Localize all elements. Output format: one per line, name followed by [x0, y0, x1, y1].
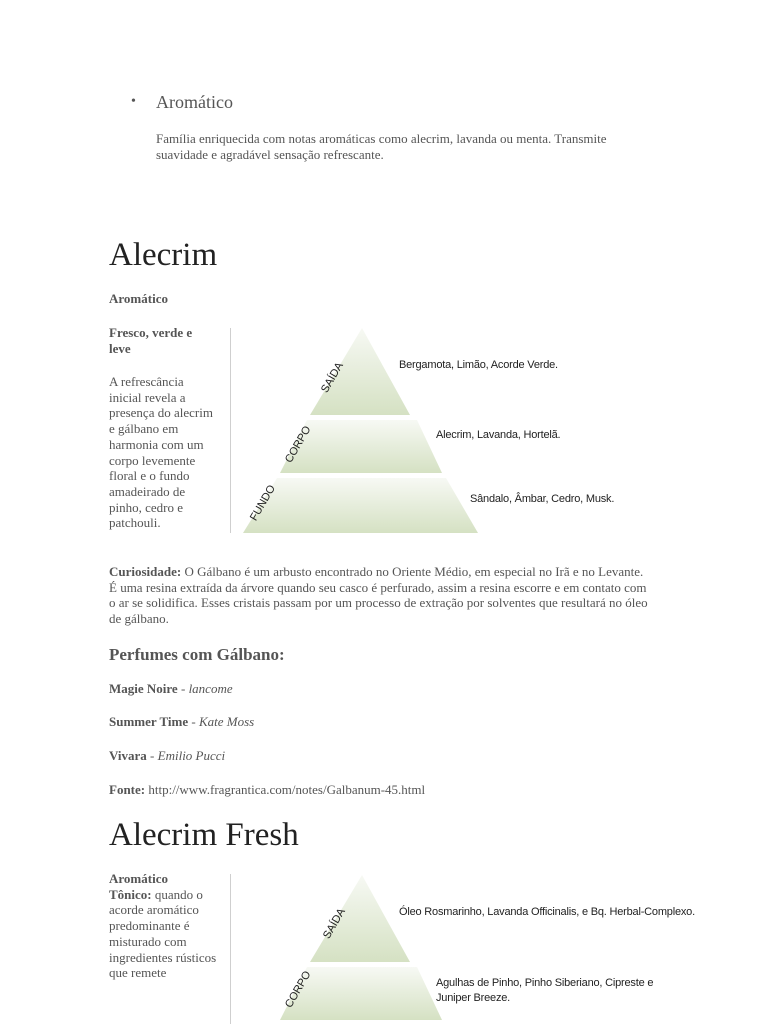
- pyramid-base-tier: [243, 478, 478, 533]
- perfume-brand: lancome: [188, 681, 233, 696]
- intro-title: Aromático: [156, 92, 233, 112]
- curiosity-paragraph: [109, 564, 654, 627]
- section1-description: A refrescância inicial revela a presença do alecrim e gálbano em harmonia com um corpo levemente floral e o fundo amadeirado de pinho, cedro e patchouli.: [109, 374, 213, 531]
- pyramid-top-tier: [310, 875, 410, 962]
- pyramid1-base-notes: Sândalo, Âmbar, Cedro, Musk.: [470, 493, 615, 505]
- curiosity-label: Curiosidade:: [109, 564, 182, 579]
- bullet-marker: •: [131, 94, 136, 109]
- source-url[interactable]: http://www.fragrantica.com/notes/Galbanum-45.html: [145, 782, 426, 797]
- pyramid1-mid-notes: Alecrim, Lavanda, Hortelã.: [436, 429, 561, 441]
- section1-tagline: Fresco, verde e leve: [109, 325, 193, 356]
- divider-line: [230, 874, 231, 1024]
- perfume-separator: -: [188, 714, 199, 729]
- pyramid2-mid-notes: [436, 976, 653, 1006]
- source-line: [109, 782, 425, 798]
- section2-tonic-text: quando o acorde aromático predominante é misturado com ingredientes rústicos que remete: [109, 886, 217, 981]
- perfume-name: Vivara: [109, 748, 147, 763]
- perfume-separator: -: [177, 681, 189, 696]
- section1-family: Aromático: [109, 291, 168, 306]
- pyramid2-mid-notes-line1: Agulhas de Pinho, Pinho Siberiano, Cipreste e: [436, 977, 654, 989]
- pyramid-top-tier: [310, 328, 410, 415]
- pyramid2-top-label: SAÍDA: [321, 906, 348, 941]
- intro-text: Família enriquecida com notas aromáticas como alecrim, lavanda ou menta. Transmite suavidade e agradável sensação refrescante.: [156, 131, 607, 162]
- curiosity-text: O Gálbano é um arbusto encontrado no Oriente Médio, em especial no Irã e no Levante. É uma resina extraída da árvore quando seu casco é perfurado, assim a resina escorre e em contato com o ar se solidifica. Esses cristais passam por um processo de extração por solventes que resultará no óleo de gálbano.: [109, 564, 648, 627]
- perfume-item: [109, 748, 225, 764]
- pyramid2-top-notes: Óleo Rosmarinho, Lavanda Officinalis, e Bq. Herbal-Complexo.: [399, 906, 695, 918]
- perfume-brand: Emilio Pucci: [157, 748, 226, 763]
- section2-title: Alecrim Fresh: [109, 817, 299, 853]
- perfume-name: Magie Noire: [109, 681, 178, 696]
- section2-description: [109, 871, 217, 981]
- pyramid1-mid-label: CORPO: [283, 424, 314, 465]
- pyramid1-base-label: FUNDO: [248, 483, 278, 523]
- section2-tonic-label: Tônico:: [109, 886, 152, 902]
- source-label: Fonte:: [109, 782, 146, 797]
- perfume-item: [109, 681, 233, 697]
- section1-title: Alecrim: [109, 237, 218, 273]
- perfumes-heading: Perfumes com Gálbano:: [109, 645, 285, 664]
- pyramid1-top-label: SAÍDA: [319, 360, 346, 395]
- perfume-separator: -: [146, 748, 158, 763]
- section2-family: Aromático: [109, 871, 168, 886]
- pyramid2-mid-label: CORPO: [283, 969, 314, 1010]
- pyramid2-mid-notes-line2: Juniper Breeze.: [436, 992, 511, 1004]
- perfume-item: [109, 714, 254, 730]
- perfume-name: Summer Time: [109, 714, 189, 729]
- perfume-brand: Kate Moss: [198, 714, 255, 729]
- divider-line: [230, 328, 231, 533]
- pyramid1-top-notes: Bergamota, Limão, Acorde Verde.: [399, 359, 558, 371]
